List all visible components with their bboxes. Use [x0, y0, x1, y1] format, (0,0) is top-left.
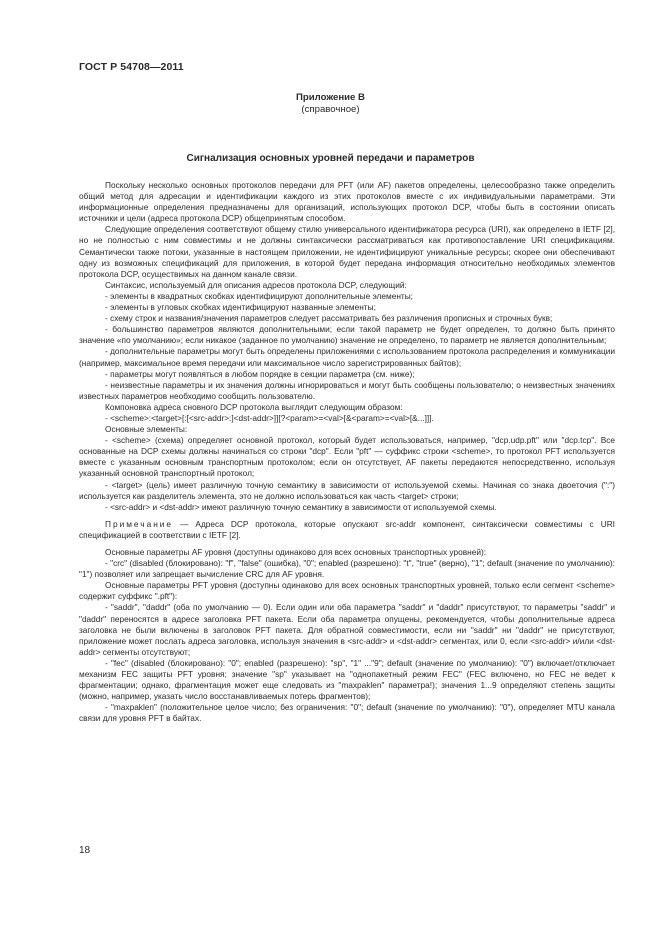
list-item: - <scheme>:<target>[:[<src-addr>:]<dst-addr>]][?<param>=<val>[&<param>=<val>[&...]]]. [105, 412, 434, 423]
body-text [79, 180, 615, 725]
list-item: - "maxpaklen" (положительное целое число; без ограничения: "0"; default (значение по умолчанию): "0"), определяет MTU канала связи для уровня PFT в байтах. [79, 702, 615, 724]
page-number: 18 [79, 845, 91, 856]
note-paragraph [79, 519, 615, 541]
list-item: - дополнительные параметры могут быть определены приложениями с использованием протокола распределения и коммуникации (например, максимальное время передачи или максимальное число зарегистрированных байтов); [79, 346, 615, 368]
paragraph: Компоновка адреса сновного DCP протокола выглядит следующим образом: [105, 401, 403, 412]
list-item: - <target> (цель) имеет различную точную семантику в зависимости от используемой схемы. Начиная со знака двоеточия (":") используется как разделитель элемента, это не должно использоваться как часть <target> строки; [79, 479, 615, 501]
list-item: - <src-addr> и <dst-addr> имеют различную точную семантику в зависимости от используемой схемы. [105, 501, 497, 512]
standard-number: ГОСТ Р 54708—2011 [79, 61, 184, 73]
note-text: — Адреса DCP протокола, которые опускают src-addr компонент, синтаксически совместимы с URI спецификацией в соответствии с IETF [2]. [79, 518, 615, 540]
annex-title: Приложение В [296, 92, 365, 103]
section-title: Сигнализация основных уровней передачи и параметров [186, 153, 475, 164]
note-label: Примечание [105, 518, 174, 529]
list-item: - "saddr", "daddr" (оба по умолчанию — 0). Если один или оба параметра "saddr" и "daddr" присутствуют, то параметры "saddr" и "daddr" переносятся в адресе заголовка PFT пакета. Если оба параметра опущены, рекомендуется, чтобы дополнительные адреса заголовка не были включены в заголовок PFT пакета. Для обратной совместимости, если ни "saddr" ни "daddr" не присутствуют, приложение может послать адреса заголовка, используя значения в <src-addr> и <dst-addr> сегментах, или 0, если <src-addr> и/или <dst-addr> сегменты отсутствуют; [79, 602, 615, 657]
list-item: - большинство параметров являются дополнительными; если такой параметр не будет определен, то должно быть принято значение «по умолчанию»; если никакое (заданное по умолчанию) значение не определено, то параметр не является дополнительным; [79, 324, 615, 346]
paragraph: Основные параметры PFT уровня (доступны одинаково для всех основных транспортных уровней, только если сегмент <scheme> содержит суффикс ".pft"): [79, 580, 615, 602]
annex-note: (справочное) [301, 104, 360, 115]
list-item: - элементы в квадратных скобках идентифицируют дополнительные элементы; [105, 290, 413, 301]
list-item: - <scheme> (схема) определяет основной протокол, который будет использоваться, например, "dcp.udp.pft" или "dcp.tcp". Все основанные на DCP схемы должны начинаться со строки "dcp". Если "pft" — суффикс строки <scheme>, то протокол PFT используется вместе с указанным основным транспортным протоколом; если он отсутствует, AF пакеты передаются непосредственно, используя указанный основной транспортный протокол; [79, 435, 615, 479]
list-item: - параметры могут появляться в любом порядке в секции параметра (см. ниже); [105, 368, 415, 379]
paragraph: Поскольку несколько основных протоколов передачи для PFT (или AF) пакетов определены, целесообразно также определить общий метод для адресации и идентификации каждого из этих протоколов вместе с их индивидуальными параметрами. Эти информационные определения предназначены для организаций, использующих протокол DCP, чтобы быть в состоянии описать источники и цели (адреса протокола DCP) общепринятым способом. [79, 180, 615, 224]
list-item: - схему строк и названия/значения параметров следует рассматривать без различения прописных и строчных букв; [105, 313, 553, 324]
list-item: - "crc" (disabled (блокировано): "f", "false" (ошибка), "0"; enabled (разрешено): "t", "true" (верно), "1"; default (значение по умолчанию): "1") позволяет или запрещает вычисление CRC для AF уровня. [79, 558, 615, 580]
paragraph: Основные параметры AF уровня (доступны одинаково для всех основных транспортных уровней): [105, 547, 487, 557]
list-item: - элементы в угловых скобках идентифицируют названные элементы; [105, 302, 376, 313]
list-item: - "fec" (disabled (блокировано): "0"; enabled (разрешено): "sp", "1" ..."9"; default (значение по умолчанию): "0") включает/отключает механизм FEC защиты PFT уровня; значение "sp" указывает на "однопакетный режим FEC" (FEC включено, но FEC не ведет к фрагментации; однако, фрагментация может еще следовать из "maxpaklen" параметра!); значения 1...9 определяют степень защиты (можно, например, указать число восстанавливаемых потерь фрагментов); [79, 657, 615, 702]
paragraph: Синтаксис, используемый для описания адресов протокола DCP, следующий: [105, 279, 407, 290]
list-item: - неизвестные параметры и их значения должны игнорироваться и могут быть сообщены пользователю; о неизвестных значениях известных параметров необходимо сообщить пользователю. [79, 379, 615, 401]
paragraph: Следующие определения соответствуют общему стилю универсального идентификатора ресурса (URI), как определено в IETF [2], но не полностью с ним совместимы и не должны синтаксически рассматриваться как противопоставление URI спецификациям. Семантически также потоки, указанные в настоящем приложении, не идентифицируют уникальные ресурсы; скорее они обеспечивают одну из возможных спецификаций для приложения, в которой будет передана информация относительно необходимых элементов протокола DCP, осуществимых на данном канале связи. [79, 224, 615, 279]
paragraph: Основные элементы: [105, 424, 188, 435]
